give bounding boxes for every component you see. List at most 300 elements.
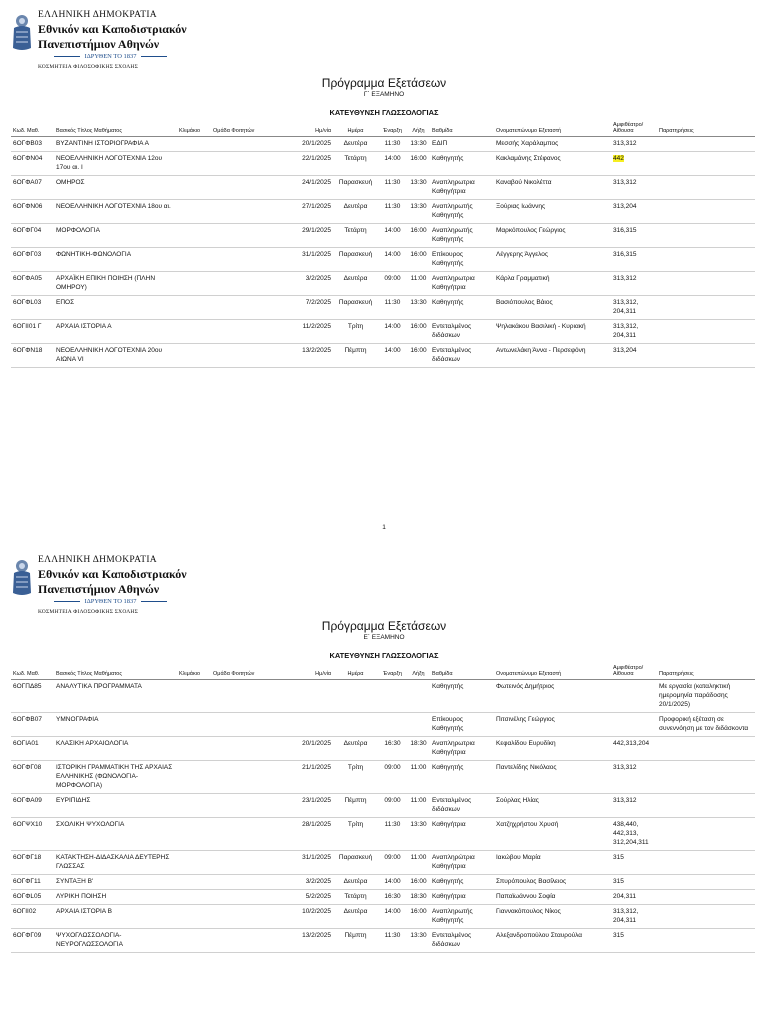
cell-notes (657, 875, 755, 890)
cell-start: 09:00 (378, 272, 407, 296)
cell-notes (657, 905, 755, 929)
cell-rank: Επίκουρος Καθηγητής (430, 713, 494, 737)
header-department: ΚΟΣΜΗΤΕΙΑ ΦΙΛΟΣΟΦΙΚΗΣ ΣΧΟΛΗΣ (38, 609, 138, 615)
cell-empty (177, 905, 211, 929)
cell-end: 13:30 (407, 929, 430, 953)
cell-code: 6ΟΓΦΓ03 (11, 248, 54, 272)
cell-title: ΝΕΟΕΛΛΗΝΙΚΗ ΛΟΓΟΤΕΧΝΙΑ 12ου 17ου αι. Ι (54, 152, 177, 176)
cell-examiner: Αλεξανδροπούλου Σταυρούλα (494, 929, 611, 953)
cell-notes: Προφορική εξέταση σε συνεννόηση με τον διδάσκοντα (657, 713, 755, 737)
col-level: Κλιμάκιο (177, 122, 211, 137)
cell-day: Παρασκευή (333, 176, 378, 200)
header-university-name-1: Εθνικόν και Καποδιστριακόν (38, 567, 187, 581)
cell-title: ΚΛΑΣΙΚΗ ΑΡΧΑΙΟΛΟΓΙΑ (54, 737, 177, 761)
cell-code: 6ΟΓΦΓ18 (11, 851, 54, 875)
cell-empty (177, 137, 211, 152)
cell-day: Δευτέρα (333, 875, 378, 890)
cell-title: ΣΥΝΤΑΞΗ Β' (54, 875, 177, 890)
page-title: Πρόγραμμα Εξετάσεων (321, 619, 447, 633)
cell-start: 11:30 (378, 176, 407, 200)
cell-end: 16:00 (407, 344, 430, 368)
cell-title: ΑΡΧΑΙΑ ΙΣΤΟΡΙΑ Β (54, 905, 177, 929)
table-row (11, 890, 755, 905)
university-crest-icon (10, 557, 34, 599)
table-row (11, 248, 755, 272)
cell-room: 315 (611, 851, 657, 875)
header-republic: ΕΛΛΗΝΙΚΗ ΔΗΜΟΚΡΑΤΙΑ (38, 555, 157, 565)
cell-title: ΑΡΧΑΪΚΗ ΕΠΙΚΗ ΠΟΙΗΣΗ (ΠΛΗΝ ΟΜΗΡΟΥ) (54, 272, 177, 296)
cell-examiner: Χατζηχρήστου Χρυσή (494, 818, 611, 851)
cell-end: 16:00 (407, 248, 430, 272)
table-row (11, 137, 755, 152)
cell-empty (211, 200, 271, 224)
cell-empty (211, 737, 271, 761)
cell-code: 6ΟΓΦΝ04 (11, 152, 54, 176)
cell-date: 13/2/2025 (271, 929, 333, 953)
cell-examiner: Μεσσής Χαράλαμπος (494, 137, 611, 152)
cell-empty (211, 296, 271, 320)
cell-notes (657, 176, 755, 200)
cell-title: ΟΜΗΡΟΣ (54, 176, 177, 200)
university-header (10, 555, 210, 619)
col-code: Κωδ. Μαθ. (11, 122, 54, 137)
cell-start: 14:00 (378, 344, 407, 368)
cell-empty (177, 851, 211, 875)
col-group: Ομάδα Φοιτητών (211, 122, 271, 137)
cell-room: 204,311 (611, 890, 657, 905)
cell-notes (657, 344, 755, 368)
cell-examiner: Ιακώβου Μαρία (494, 851, 611, 875)
cell-date (271, 713, 333, 737)
cell-room (611, 713, 657, 737)
cell-empty (177, 344, 211, 368)
col-end: Λήξη (407, 122, 430, 137)
cell-rank: Αναπληρωτρια Καθηγήτρια (430, 737, 494, 761)
cell-date: 22/1/2025 (271, 152, 333, 176)
cell-examiner: Καναβού Νικολέττα (494, 176, 611, 200)
cell-day: Πέμπτη (333, 794, 378, 818)
cell-end: 13:30 (407, 200, 430, 224)
cell-code: 6ΟΓΨΧ10 (11, 818, 54, 851)
cell-notes (657, 890, 755, 905)
cell-end: 16:00 (407, 152, 430, 176)
cell-room: 313,312, 204,311 (611, 905, 657, 929)
cell-room: 313,312 (611, 272, 657, 296)
cell-rank: Καθηγητής (430, 152, 494, 176)
semester-label: Γ΄ ΕΞΑΜΗΝΟ (363, 91, 405, 98)
cell-day: Παρασκευή (333, 851, 378, 875)
cell-day (333, 680, 378, 713)
table-header (11, 665, 755, 680)
cell-rank: Εντεταλμένος διδάσκων (430, 794, 494, 818)
cell-date (271, 680, 333, 713)
cell-end: 13:30 (407, 176, 430, 200)
cell-date: 3/2/2025 (271, 875, 333, 890)
title-block (0, 76, 768, 117)
cell-start: 11:30 (378, 929, 407, 953)
cell-date: 21/1/2025 (271, 761, 333, 794)
cell-title: ΑΝΑΛΥΤΙΚΑ ΠΡΟΓΡΑΜΜΑΤΑ (54, 680, 177, 713)
cell-code: 6ΟΓΦΝ06 (11, 200, 54, 224)
cell-empty (177, 761, 211, 794)
cell-end: 18:30 (407, 737, 430, 761)
cell-notes (657, 296, 755, 320)
col-examiner: Ονοματεπώνυμο Εξεταστή (494, 665, 611, 680)
cell-notes (657, 761, 755, 794)
cell-title: ΚΑΤΑΚΤΗΣΗ-ΔΙΔΑΣΚΑΛΙΑ ΔΕΥΤΕΡΗΣ ΓΛΩΣΣΑΣ (54, 851, 177, 875)
highlighted-room: 442 (613, 155, 624, 162)
col-date: Ημ/νία (271, 122, 333, 137)
cell-title: ΕΥΡΙΠΙΔΗΣ (54, 794, 177, 818)
cell-empty (211, 929, 271, 953)
table-body (11, 680, 755, 953)
cell-rank: Καθηγητής (430, 761, 494, 794)
table-row (11, 794, 755, 818)
cell-end: 18:30 (407, 890, 430, 905)
cell-start: 14:00 (378, 905, 407, 929)
document-page-2 (0, 545, 768, 1024)
cell-empty (177, 680, 211, 713)
cell-day: Τρίτη (333, 761, 378, 794)
cell-start: 14:00 (378, 152, 407, 176)
col-start: Έναρξη (378, 665, 407, 680)
col-level: Κλιμάκιο (177, 665, 211, 680)
col-title: Βασικός Τίτλος Μαθήματος (54, 665, 177, 680)
col-rank: Βαθμίδα (430, 122, 494, 137)
cell-rank: Καθηγήτρια (430, 890, 494, 905)
cell-start: 16:30 (378, 737, 407, 761)
cell-title: ΜΟΡΦΟΛΟΓΙΑ (54, 224, 177, 248)
cell-room: 313,312 (611, 794, 657, 818)
cell-end: 16:00 (407, 224, 430, 248)
cell-rank: Καθηγητής (430, 875, 494, 890)
table-row (11, 272, 755, 296)
cell-start: 09:00 (378, 851, 407, 875)
table-row (11, 152, 755, 176)
cell-notes (657, 818, 755, 851)
cell-day: Δευτέρα (333, 272, 378, 296)
university-crest-icon (10, 12, 34, 54)
direction-label: ΚΑΤΕΥΘΥΝΣΗ ΓΛΩΣΣΟΛΟΓΙΑΣ (329, 651, 439, 660)
cell-empty (177, 200, 211, 224)
col-notes: Παρατηρήσεις (657, 665, 755, 680)
cell-day (333, 713, 378, 737)
header-department: ΚΟΣΜΗΤΕΙΑ ΦΙΛΟΣΟΦΙΚΗΣ ΣΧΟΛΗΣ (38, 64, 138, 70)
cell-code: 6ΟΓΦΓ04 (11, 224, 54, 248)
cell-code: 6ΟΓΦΑ05 (11, 272, 54, 296)
cell-start: 14:00 (378, 875, 407, 890)
cell-notes (657, 200, 755, 224)
cell-empty (211, 224, 271, 248)
cell-examiner: Παπαϊωάννου Σοφία (494, 890, 611, 905)
cell-date: 24/1/2025 (271, 176, 333, 200)
cell-day: Δευτέρα (333, 200, 378, 224)
cell-empty (177, 224, 211, 248)
cell-code: 6ΟΓΦΝ18 (11, 344, 54, 368)
cell-date: 20/1/2025 (271, 737, 333, 761)
cell-room: 438,440, 442,313, 312,204,311 (611, 818, 657, 851)
col-day: Ημέρα (333, 122, 378, 137)
cell-rank: ΕΔΙΠ (430, 137, 494, 152)
direction-label: ΚΑΤΕΥΘΥΝΣΗ ΓΛΩΣΣΟΛΟΓΙΑΣ (329, 108, 439, 117)
header-republic: ΕΛΛΗΝΙΚΗ ΔΗΜΟΚΡΑΤΙΑ (38, 10, 157, 20)
cell-notes (657, 320, 755, 344)
cell-title: ΥΜΝΟΓΡΑΦΙΑ (54, 713, 177, 737)
cell-start: 09:00 (378, 761, 407, 794)
cell-code: 6ΟΓΦL05 (11, 890, 54, 905)
cell-examiner: Λέγγερης Άγγελος (494, 248, 611, 272)
cell-examiner: Πιτσινέλης Γεώργιος (494, 713, 611, 737)
cell-title: ΦΩΝΗΤΙΚΗ-ΦΩΝΟΛΟΓΙΑ (54, 248, 177, 272)
col-start: Έναρξη (378, 122, 407, 137)
table-row (11, 176, 755, 200)
col-notes: Παρατηρήσεις (657, 122, 755, 137)
university-header (10, 10, 210, 74)
cell-title: ΝΕΟΕΛΛΗΝΙΚΗ ΛΟΓΟΤΕΧΝΙΑ 18ου αι. (54, 200, 177, 224)
col-room: Αμφιθέατρο/ Αίθουσα (611, 122, 657, 137)
cell-day: Τετάρτη (333, 152, 378, 176)
cell-date: 5/2/2025 (271, 890, 333, 905)
cell-empty (211, 851, 271, 875)
col-date: Ημ/νία (271, 665, 333, 680)
cell-room: 313,312 (611, 176, 657, 200)
page-title: Πρόγραμμα Εξετάσεων (321, 76, 447, 90)
cell-start: 11:30 (378, 137, 407, 152)
col-rank: Βαθμίδα (430, 665, 494, 680)
cell-empty (211, 248, 271, 272)
cell-code: 6ΟΓΦL03 (11, 296, 54, 320)
cell-title: ΒΥΖΑΝΤΙΝΗ ΙΣΤΟΡΙΟΓΡΑΦΙΑ Α (54, 137, 177, 152)
cell-examiner: Γιαννακόπουλος Νίκος (494, 905, 611, 929)
cell-empty (177, 176, 211, 200)
cell-date: 7/2/2025 (271, 296, 333, 320)
cell-empty (177, 737, 211, 761)
cell-rank: Εντεταλμένος διδάσκων (430, 929, 494, 953)
cell-examiner: Φωτεινός Δημήτριος (494, 680, 611, 713)
cell-rank: Καθηγητής (430, 296, 494, 320)
cell-examiner: Βασιόπουλος Βάιος (494, 296, 611, 320)
cell-empty (211, 680, 271, 713)
cell-notes (657, 152, 755, 176)
header-university-name-1: Εθνικόν και Καποδιστριακόν (38, 22, 187, 36)
cell-rank: Καθηγητής (430, 680, 494, 713)
table-row (11, 200, 755, 224)
table-row (11, 851, 755, 875)
table-row (11, 818, 755, 851)
cell-date: 20/1/2025 (271, 137, 333, 152)
cell-start: 14:00 (378, 320, 407, 344)
col-end: Λήξη (407, 665, 430, 680)
cell-empty (211, 794, 271, 818)
cell-code: 6ΟΓΦΓ09 (11, 929, 54, 953)
cell-title: ΛΥΡΙΚΗ ΠΟΙΗΣΗ (54, 890, 177, 905)
cell-empty (177, 818, 211, 851)
cell-rank: Αναπληρώτρια Καθηγήτρια (430, 851, 494, 875)
col-group: Ομάδα Φοιτητών (211, 665, 271, 680)
cell-day: Δευτέρα (333, 737, 378, 761)
table-row (11, 344, 755, 368)
cell-code: 6ΟΓΦΓ08 (11, 761, 54, 794)
cell-day: Πέμπτη (333, 929, 378, 953)
cell-code: 6ΟΓΙΑ01 (11, 737, 54, 761)
cell-end: 16:00 (407, 905, 430, 929)
cell-empty (177, 890, 211, 905)
cell-empty (211, 875, 271, 890)
header-university-name-2: Πανεπιστήμιον Αθηνών (38, 582, 160, 596)
cell-date: 3/2/2025 (271, 272, 333, 296)
cell-empty (211, 905, 271, 929)
cell-title: ΝΕΟΕΛΛΗΝΙΚΗ ΛΟΓΟΤΕΧΝΙΑ 20ου ΑΙΩΝΑ VI (54, 344, 177, 368)
table-row (11, 929, 755, 953)
cell-code: 6ΟΓΙΙ02 (11, 905, 54, 929)
cell-examiner: Μαρκόπουλος Γεώργιος (494, 224, 611, 248)
cell-end: 11:00 (407, 794, 430, 818)
cell-empty (211, 890, 271, 905)
cell-empty (211, 818, 271, 851)
cell-notes (657, 248, 755, 272)
cell-room: 316,315 (611, 224, 657, 248)
table-row (11, 737, 755, 761)
cell-date: 23/1/2025 (271, 794, 333, 818)
cell-start: 11:30 (378, 200, 407, 224)
cell-empty (211, 713, 271, 737)
table-row (11, 224, 755, 248)
cell-room: 313,312 (611, 761, 657, 794)
header-university-name-2: Πανεπιστήμιον Αθηνών (38, 37, 160, 51)
table-row (11, 680, 755, 713)
cell-end: 11:00 (407, 851, 430, 875)
cell-notes (657, 272, 755, 296)
cell-examiner: Σούρλας Ηλίας (494, 794, 611, 818)
cell-rank: Αναπληρωτής Καθηγητής (430, 905, 494, 929)
table-body (11, 137, 755, 368)
cell-examiner: Αντωνελάκη Άννα - Περσεφόνη (494, 344, 611, 368)
cell-day: Δευτέρα (333, 905, 378, 929)
cell-date: 27/1/2025 (271, 200, 333, 224)
cell-empty (177, 929, 211, 953)
cell-examiner: Κάρλα Γραμματική (494, 272, 611, 296)
cell-room: 313,204 (611, 344, 657, 368)
cell-examiner: Ψηλακάκου Βασιλική - Κυριακή (494, 320, 611, 344)
cell-empty (211, 176, 271, 200)
table-row (11, 875, 755, 890)
cell-room: 313,312, 204,311 (611, 320, 657, 344)
cell-end (407, 713, 430, 737)
cell-rank: Καθηγήτρια (430, 818, 494, 851)
cell-notes: Με εργασία (καταληκτική ημερομηνία παράδοσης 20/1/2025) (657, 680, 755, 713)
table-row (11, 905, 755, 929)
cell-rank: Εντεταλμένος διδάσκων (430, 320, 494, 344)
cell-start: 14:00 (378, 248, 407, 272)
col-title: Βασικός Τίτλος Μαθήματος (54, 122, 177, 137)
cell-day: Τετάρτη (333, 224, 378, 248)
cell-code: 6ΟΓΙΙ01 Γ (11, 320, 54, 344)
cell-room (611, 680, 657, 713)
col-code: Κωδ. Μαθ. (11, 665, 54, 680)
cell-rank: Αναπληρωτής Καθηγητής (430, 224, 494, 248)
cell-room: 315 (611, 929, 657, 953)
cell-empty (211, 152, 271, 176)
cell-room: 442,313,204 (611, 737, 657, 761)
cell-code: 6ΟΓΦΓ11 (11, 875, 54, 890)
header-founded: ΙΔΡΥΘΕΝ ΤΟ 1837 (38, 598, 183, 605)
cell-room: 313,312, 204,311 (611, 296, 657, 320)
cell-code: 6ΟΓΦΒ03 (11, 137, 54, 152)
cell-room: 316,315 (611, 248, 657, 272)
cell-day: Τετάρτη (333, 890, 378, 905)
cell-end: 13:30 (407, 137, 430, 152)
cell-code: 6ΟΓΦΑ09 (11, 794, 54, 818)
cell-notes (657, 137, 755, 152)
cell-code: 6ΟΓΦΒ07 (11, 713, 54, 737)
cell-start: 11:30 (378, 818, 407, 851)
cell-start (378, 680, 407, 713)
cell-title: ΨΥΧΟΓΛΩΣΣΟΛΟΓΙΑ-ΝΕΥΡΟΓΛΩΣΣΟΛΟΓΙΑ (54, 929, 177, 953)
cell-date: 10/2/2025 (271, 905, 333, 929)
table-row (11, 296, 755, 320)
exam-table (11, 665, 755, 953)
cell-start: 14:00 (378, 224, 407, 248)
cell-day: Τρίτη (333, 818, 378, 851)
cell-day: Παρασκευή (333, 296, 378, 320)
table-row (11, 713, 755, 737)
cell-day: Πέμπτη (333, 344, 378, 368)
cell-empty (177, 152, 211, 176)
cell-empty (177, 713, 211, 737)
cell-title: ΕΠΟΣ (54, 296, 177, 320)
cell-start: 16:30 (378, 890, 407, 905)
cell-date: 29/1/2025 (271, 224, 333, 248)
cell-date: 31/1/2025 (271, 248, 333, 272)
cell-end (407, 680, 430, 713)
cell-end: 16:00 (407, 875, 430, 890)
cell-notes (657, 929, 755, 953)
title-block (0, 619, 768, 660)
cell-room: 313,204 (611, 200, 657, 224)
cell-end: 11:00 (407, 761, 430, 794)
cell-examiner: Κακλαμάνης Στέφανος (494, 152, 611, 176)
cell-day: Δευτέρα (333, 137, 378, 152)
cell-empty (211, 137, 271, 152)
cell-code: 6ΟΓΦΑ07 (11, 176, 54, 200)
table-row (11, 320, 755, 344)
cell-rank: Επίκουρος Καθηγητής (430, 248, 494, 272)
cell-rank: Αναπληρωτής Καθηγητής (430, 200, 494, 224)
col-room: Αμφιθέατρο/ Αίθουσα (611, 665, 657, 680)
cell-end: 13:30 (407, 818, 430, 851)
cell-title: ΣΧΟΛΙΚΗ ΨΥΧΟΛΟΓΙΑ (54, 818, 177, 851)
col-day: Ημέρα (333, 665, 378, 680)
cell-start: 11:30 (378, 296, 407, 320)
cell-date: 28/1/2025 (271, 818, 333, 851)
cell-empty (177, 320, 211, 344)
cell-code: 6ΟΓΠΔ85 (11, 680, 54, 713)
col-examiner: Ονοματεπώνυμο Εξεταστή (494, 122, 611, 137)
cell-rank: Εντεταλμένος διδάσκων (430, 344, 494, 368)
table-row (11, 761, 755, 794)
cell-empty (177, 875, 211, 890)
cell-examiner: Παντελίδης Νικόλαος (494, 761, 611, 794)
page-number: 1 (382, 524, 386, 531)
cell-end: 11:00 (407, 272, 430, 296)
cell-title: ΑΡΧΑΙΑ ΙΣΤΟΡΙΑ Α (54, 320, 177, 344)
cell-start: 09:00 (378, 794, 407, 818)
cell-room: 313,312 (611, 137, 657, 152)
cell-end: 13:30 (407, 296, 430, 320)
cell-start (378, 713, 407, 737)
cell-room (611, 152, 657, 176)
cell-end: 16:00 (407, 320, 430, 344)
